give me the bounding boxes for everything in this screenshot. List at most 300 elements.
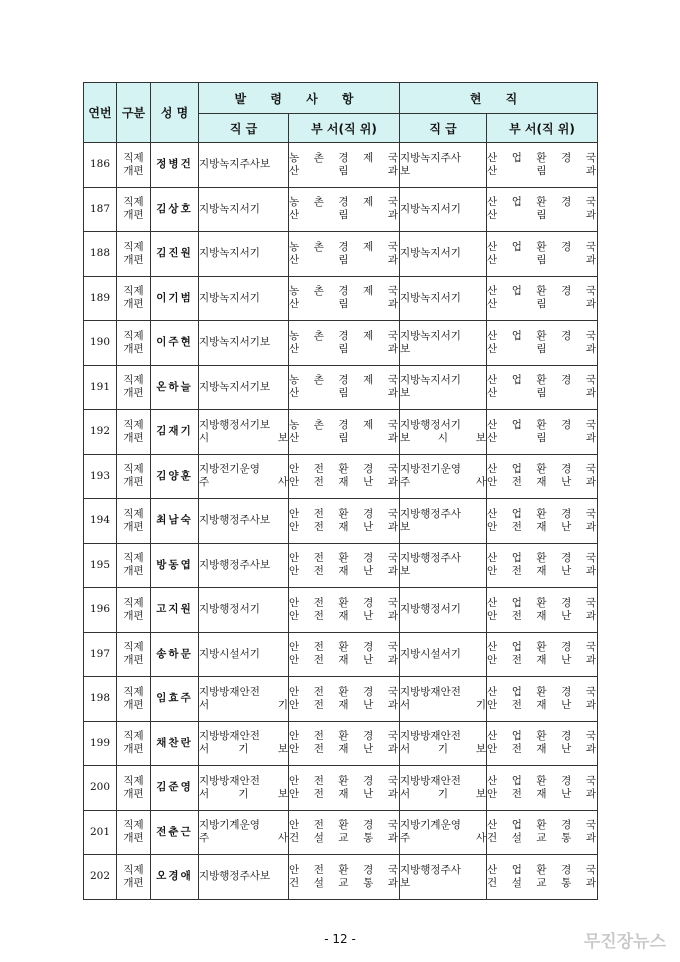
header-category: 구분	[117, 83, 151, 143]
header-current-grade: 직 급	[400, 114, 487, 143]
row-name: 고지원	[151, 588, 199, 633]
current-grade	[400, 499, 487, 544]
current-grade	[400, 187, 487, 232]
appointment-dept	[289, 721, 400, 766]
appointment-dept-line: 산 림 과	[289, 431, 399, 444]
appointment-dept-line: 안 전 환 경 국	[289, 596, 399, 609]
appointment-dept-line: 안 전 재 난 과	[289, 743, 399, 756]
current-grade-line: 보 시 보	[400, 431, 486, 444]
appointment-grade-line: 지방방재안전	[199, 685, 260, 698]
current-grade	[400, 677, 487, 722]
appointment-grade	[199, 632, 289, 677]
current-dept-line: 산 림 과	[487, 209, 597, 222]
row-name: 이주현	[151, 321, 199, 366]
row-name: 이기범	[151, 276, 199, 321]
appointment-grade	[199, 810, 289, 855]
appointment-grade	[199, 721, 289, 766]
category-line: 개편	[123, 876, 144, 889]
row-number: 197	[84, 632, 117, 677]
current-grade-line: 지방행정서기	[400, 603, 461, 616]
current-grade-line: 보	[400, 342, 411, 355]
current-grade-line: 보	[400, 164, 411, 177]
row-number: 195	[84, 543, 117, 588]
category-line: 직제	[123, 240, 144, 253]
category-line: 개편	[123, 298, 144, 311]
appointment-grade	[199, 321, 289, 366]
current-grade	[400, 321, 487, 366]
category-line: 직제	[123, 730, 144, 743]
table-row	[84, 143, 598, 188]
current-grade-line: 지방행정주사	[400, 552, 461, 565]
appointment-dept	[289, 632, 400, 677]
current-grade	[400, 810, 487, 855]
category-line: 개편	[123, 209, 144, 222]
appointment-grade-line: 지방녹지서기보	[199, 380, 271, 393]
appointment-grade	[199, 232, 289, 277]
appointment-grade-line: 지방녹지서기보	[199, 336, 271, 349]
category-line: 개편	[123, 520, 144, 533]
appointment-dept	[289, 855, 400, 900]
table-body	[84, 143, 598, 900]
current-dept-line: 산 업 환 경 국	[487, 819, 597, 832]
current-dept	[487, 721, 598, 766]
appointment-grade-line: 주 사	[199, 476, 288, 489]
appointment-dept-line: 산 림 과	[289, 164, 399, 177]
row-category	[117, 454, 151, 499]
table-header	[84, 83, 598, 143]
row-name: 방동엽	[151, 543, 199, 588]
appointment-dept	[289, 810, 400, 855]
appointment-dept-line: 안 전 재 난 과	[289, 520, 399, 533]
appointment-grade-line: 서 기 보	[199, 787, 288, 800]
current-dept-line: 산 림 과	[487, 431, 597, 444]
category-line: 개편	[123, 743, 144, 756]
appointment-dept-line: 안 전 환 경 국	[289, 552, 399, 565]
current-grade	[400, 721, 487, 766]
appointment-dept-line: 안 전 환 경 국	[289, 819, 399, 832]
appointment-dept	[289, 187, 400, 232]
table-row	[84, 454, 598, 499]
current-dept-line: 안 전 재 난 과	[487, 743, 597, 756]
current-dept-line: 산 업 환 경 국	[487, 329, 597, 342]
row-category	[117, 365, 151, 410]
category-line: 직제	[123, 285, 144, 298]
appointment-dept-line: 농 촌 경 제 국	[289, 418, 399, 431]
row-number: 194	[84, 499, 117, 544]
row-category	[117, 810, 151, 855]
table-row	[84, 810, 598, 855]
row-category	[117, 677, 151, 722]
category-line: 직제	[123, 774, 144, 787]
header-current: 현 직	[400, 83, 598, 114]
appointment-grade-line: 지방녹지서기	[199, 202, 260, 215]
row-name: 김진원	[151, 232, 199, 277]
header-appointment-grade: 직 급	[199, 114, 289, 143]
category-line: 개편	[123, 476, 144, 489]
current-grade	[400, 365, 487, 410]
table-row	[84, 187, 598, 232]
appointment-grade	[199, 766, 289, 811]
table-row	[84, 632, 598, 677]
appointment-grade	[199, 410, 289, 455]
current-dept-line: 안 전 재 난 과	[487, 476, 597, 489]
current-dept	[487, 454, 598, 499]
row-category	[117, 855, 151, 900]
row-number: 191	[84, 365, 117, 410]
appointment-grade-line: 지방행정주사보	[199, 514, 271, 527]
appointment-dept-line: 안 전 환 경 국	[289, 507, 399, 520]
current-dept	[487, 276, 598, 321]
row-category	[117, 187, 151, 232]
appointment-grade	[199, 499, 289, 544]
current-dept	[487, 677, 598, 722]
row-name: 김상호	[151, 187, 199, 232]
appointment-dept-line: 산 림 과	[289, 298, 399, 311]
appointment-dept	[289, 276, 400, 321]
current-dept-line: 산 업 환 경 국	[487, 418, 597, 431]
current-dept-line: 산 업 환 경 국	[487, 641, 597, 654]
current-dept-line: 산 업 환 경 국	[487, 730, 597, 743]
current-dept	[487, 321, 598, 366]
category-line: 개편	[123, 832, 144, 845]
header-appointment: 발 령 사 항	[199, 83, 400, 114]
category-line: 직제	[123, 641, 144, 654]
current-grade-line: 보	[400, 520, 411, 533]
appointment-dept-line: 농 촌 경 제 국	[289, 285, 399, 298]
appointment-dept-line: 산 림 과	[289, 209, 399, 222]
appointment-grade	[199, 143, 289, 188]
category-line: 직제	[123, 418, 144, 431]
appointment-grade-line: 지방기계운영	[199, 819, 260, 832]
appointment-dept-line: 건 설 교 통 과	[289, 876, 399, 889]
current-grade-line: 서 기 보	[400, 787, 486, 800]
current-dept	[487, 232, 598, 277]
row-category	[117, 588, 151, 633]
current-grade-line: 지방전기운영	[400, 463, 461, 476]
appointment-dept-line: 안 전 환 경 국	[289, 463, 399, 476]
row-name: 김양훈	[151, 454, 199, 499]
current-grade-line: 지방행정주사	[400, 863, 461, 876]
current-dept-line: 산 림 과	[487, 342, 597, 355]
category-line: 직제	[123, 863, 144, 876]
appointment-dept	[289, 454, 400, 499]
page-number: - 12 -	[324, 932, 356, 946]
appointment-dept-line: 안 전 환 경 국	[289, 641, 399, 654]
category-line: 직제	[123, 151, 144, 164]
appointment-grade-line: 지방방재안전	[199, 774, 260, 787]
current-dept-line: 건 설 교 통 과	[487, 876, 597, 889]
row-name: 임효주	[151, 677, 199, 722]
appointment-grade-line: 주 사	[199, 832, 288, 845]
appointment-dept	[289, 543, 400, 588]
current-dept	[487, 143, 598, 188]
current-dept-line: 산 업 환 경 국	[487, 774, 597, 787]
appointment-dept	[289, 410, 400, 455]
table-row	[84, 766, 598, 811]
appointment-dept	[289, 321, 400, 366]
appointment-dept-line: 안 전 재 난 과	[289, 787, 399, 800]
appointment-grade-line: 지방방재안전	[199, 730, 260, 743]
current-dept	[487, 766, 598, 811]
current-grade-line: 지방방재안전	[400, 685, 461, 698]
row-category	[117, 232, 151, 277]
appointment-dept-line: 농 촌 경 제 국	[289, 374, 399, 387]
current-dept	[487, 632, 598, 677]
appointment-dept	[289, 766, 400, 811]
current-dept-line: 산 업 환 경 국	[487, 151, 597, 164]
row-category	[117, 321, 151, 366]
category-line: 개편	[123, 253, 144, 266]
current-dept-line: 산 림 과	[487, 253, 597, 266]
current-grade-line: 지방녹지서기	[400, 247, 461, 260]
current-dept-line: 산 림 과	[487, 298, 597, 311]
appointment-table	[83, 82, 598, 900]
appointment-dept	[289, 677, 400, 722]
appointment-grade	[199, 187, 289, 232]
current-grade-line: 지방녹지서기	[400, 374, 461, 387]
category-line: 직제	[123, 463, 144, 476]
category-line: 개편	[123, 609, 144, 622]
current-grade	[400, 410, 487, 455]
appointment-dept-line: 농 촌 경 제 국	[289, 196, 399, 209]
appointment-dept-line: 안 전 환 경 국	[289, 730, 399, 743]
appointment-dept-line: 농 촌 경 제 국	[289, 240, 399, 253]
current-grade	[400, 588, 487, 633]
current-dept-line: 산 림 과	[487, 164, 597, 177]
appointment-dept-line: 안 전 재 난 과	[289, 565, 399, 578]
row-name: 오경애	[151, 855, 199, 900]
row-number: 200	[84, 766, 117, 811]
current-dept	[487, 588, 598, 633]
appointment-dept	[289, 365, 400, 410]
current-grade	[400, 855, 487, 900]
appointment-grade-line: 서 기	[199, 698, 288, 711]
row-name: 김재기	[151, 410, 199, 455]
table-row	[84, 721, 598, 766]
row-number: 190	[84, 321, 117, 366]
appointment-dept-line: 안 전 환 경 국	[289, 863, 399, 876]
appointment-dept-line: 안 전 재 난 과	[289, 476, 399, 489]
category-line: 개편	[123, 698, 144, 711]
current-dept	[487, 855, 598, 900]
table-row	[84, 677, 598, 722]
current-dept-line: 산 업 환 경 국	[487, 552, 597, 565]
row-number: 196	[84, 588, 117, 633]
row-number: 201	[84, 810, 117, 855]
appointment-grade-line: 지방행정주사보	[199, 558, 271, 571]
current-grade-line: 보	[400, 876, 411, 889]
row-name: 송하문	[151, 632, 199, 677]
current-grade-line: 주 사	[400, 832, 486, 845]
appointment-grade	[199, 588, 289, 633]
current-grade-line: 서 기	[400, 698, 486, 711]
category-line: 직제	[123, 374, 144, 387]
appointment-grade-line: 시 보	[199, 431, 288, 444]
row-name: 온하늘	[151, 365, 199, 410]
row-name: 채찬란	[151, 721, 199, 766]
table-row	[84, 365, 598, 410]
current-grade	[400, 543, 487, 588]
current-dept-line: 산 업 환 경 국	[487, 374, 597, 387]
current-grade-line: 지방행정주사	[400, 507, 461, 520]
appointment-dept-line: 안 전 재 난 과	[289, 654, 399, 667]
current-dept-line: 산 업 환 경 국	[487, 463, 597, 476]
row-number: 187	[84, 187, 117, 232]
row-number: 189	[84, 276, 117, 321]
appointment-dept	[289, 232, 400, 277]
appointment-dept-line: 산 림 과	[289, 387, 399, 400]
appointment-dept-line: 산 림 과	[289, 253, 399, 266]
current-grade-line: 지방녹지주사	[400, 151, 461, 164]
row-name: 전춘근	[151, 810, 199, 855]
category-line: 개편	[123, 565, 144, 578]
current-grade-line: 지방방재안전	[400, 774, 461, 787]
current-grade-line: 지방방재안전	[400, 730, 461, 743]
current-dept	[487, 499, 598, 544]
current-dept-line: 산 업 환 경 국	[487, 685, 597, 698]
current-grade	[400, 766, 487, 811]
current-grade-line: 지방녹지서기	[400, 329, 461, 342]
category-line: 개편	[123, 387, 144, 400]
current-dept	[487, 543, 598, 588]
row-number: 193	[84, 454, 117, 499]
appointment-grade	[199, 543, 289, 588]
current-grade-line: 보	[400, 387, 411, 400]
category-line: 개편	[123, 342, 144, 355]
current-grade-line: 지방행정서기	[400, 418, 461, 431]
current-dept-line: 산 업 환 경 국	[487, 863, 597, 876]
category-line: 직제	[123, 596, 144, 609]
table-row	[84, 855, 598, 900]
current-dept-line: 산 업 환 경 국	[487, 507, 597, 520]
current-dept-line: 안 전 재 난 과	[487, 609, 597, 622]
current-grade	[400, 632, 487, 677]
appointment-grade	[199, 276, 289, 321]
appointment-grade	[199, 454, 289, 499]
category-line: 개편	[123, 431, 144, 444]
category-line: 직제	[123, 819, 144, 832]
current-dept	[487, 187, 598, 232]
row-number: 186	[84, 143, 117, 188]
appointment-grade-line: 지방녹지서기	[199, 291, 260, 304]
appointment-grade-line: 지방행정서기보	[199, 418, 271, 431]
current-dept-line: 산 업 환 경 국	[487, 240, 597, 253]
current-dept	[487, 810, 598, 855]
appointment-dept-line: 농 촌 경 제 국	[289, 329, 399, 342]
category-line: 직제	[123, 685, 144, 698]
category-line: 개편	[123, 164, 144, 177]
appointment-dept-line: 안 전 재 난 과	[289, 698, 399, 711]
row-name: 김준영	[151, 766, 199, 811]
current-grade-line: 지방녹지서기	[400, 202, 461, 215]
header-no: 연번	[84, 83, 117, 143]
current-dept-line: 건 설 교 통 과	[487, 832, 597, 845]
current-dept-line: 안 전 재 난 과	[487, 654, 597, 667]
category-line: 직제	[123, 196, 144, 209]
current-grade-line: 보	[400, 565, 411, 578]
appointment-grade	[199, 677, 289, 722]
current-dept-line: 안 전 재 난 과	[487, 787, 597, 800]
row-name: 정병건	[151, 143, 199, 188]
appointment-dept-line: 건 설 교 통 과	[289, 832, 399, 845]
row-category	[117, 632, 151, 677]
current-dept	[487, 410, 598, 455]
current-dept-line: 안 전 재 난 과	[487, 698, 597, 711]
current-grade-line: 지방녹지서기	[400, 291, 461, 304]
header-appointment-dept: 부 서(직 위)	[289, 114, 400, 143]
header-name: 성 명	[151, 83, 199, 143]
row-category	[117, 143, 151, 188]
appointment-grade-line: 지방시설서기	[199, 647, 260, 660]
appointment-grade-line: 지방행정주사보	[199, 870, 271, 883]
row-number: 202	[84, 855, 117, 900]
current-grade	[400, 276, 487, 321]
appointment-grade-line: 서 기 보	[199, 743, 288, 756]
current-grade-line: 주 사	[400, 476, 486, 489]
appointment-dept	[289, 588, 400, 633]
appointment-dept-line: 산 림 과	[289, 342, 399, 355]
category-line: 직제	[123, 507, 144, 520]
appointment-grade	[199, 365, 289, 410]
row-number: 199	[84, 721, 117, 766]
current-grade-line: 지방시설서기	[400, 647, 461, 660]
current-grade	[400, 143, 487, 188]
current-grade	[400, 454, 487, 499]
appointment-grade-line: 지방녹지주사보	[199, 158, 271, 171]
appointment-dept	[289, 499, 400, 544]
appointment-dept	[289, 143, 400, 188]
row-number: 188	[84, 232, 117, 277]
appointment-grade-line: 지방행정서기	[199, 603, 260, 616]
appointment-dept-line: 안 전 환 경 국	[289, 774, 399, 787]
table-row	[84, 410, 598, 455]
table-row	[84, 499, 598, 544]
current-dept-line: 산 업 환 경 국	[487, 285, 597, 298]
category-line: 직제	[123, 552, 144, 565]
current-grade	[400, 232, 487, 277]
table-row	[84, 588, 598, 633]
current-dept-line: 산 업 환 경 국	[487, 196, 597, 209]
row-category	[117, 543, 151, 588]
header-current-dept: 부 서(직 위)	[487, 114, 598, 143]
table-row	[84, 232, 598, 277]
appointment-grade-line: 지방전기운영	[199, 463, 260, 476]
row-number: 192	[84, 410, 117, 455]
category-line: 개편	[123, 654, 144, 667]
appointment-dept-line: 안 전 환 경 국	[289, 685, 399, 698]
row-category	[117, 410, 151, 455]
current-dept-line: 산 림 과	[487, 387, 597, 400]
appointment-dept-line: 안 전 재 난 과	[289, 609, 399, 622]
current-dept-line: 안 전 재 난 과	[487, 565, 597, 578]
row-category	[117, 499, 151, 544]
table-row	[84, 276, 598, 321]
appointment-grade-line: 지방녹지서기	[199, 247, 260, 260]
table-row	[84, 543, 598, 588]
category-line: 개편	[123, 787, 144, 800]
current-dept-line: 안 전 재 난 과	[487, 520, 597, 533]
row-name: 최남숙	[151, 499, 199, 544]
row-category	[117, 721, 151, 766]
current-grade-line: 지방기계운영	[400, 819, 461, 832]
row-number: 198	[84, 677, 117, 722]
row-category	[117, 766, 151, 811]
current-grade-line: 서 기 보	[400, 743, 486, 756]
category-line: 직제	[123, 329, 144, 342]
current-dept-line: 산 업 환 경 국	[487, 596, 597, 609]
appointment-grade	[199, 855, 289, 900]
watermark-logo: 무진장뉴스	[583, 932, 666, 952]
